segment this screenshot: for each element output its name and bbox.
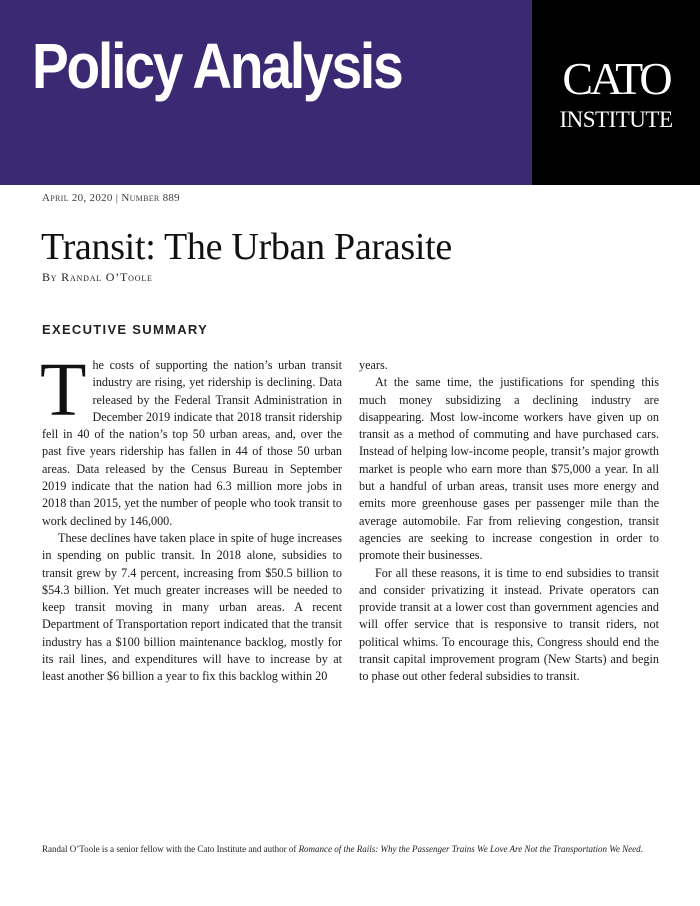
paragraph-1-text: he costs of supporting the nation’s urban transit industry are rising, yet ridership is declining. Data released by the Federal Transit Administration in December 2019 indicate that 2018 transit ridership fell in 40 of the nation’s top 50 urban areas, and, over the past five years ridership has fallen in 44 of those 50 urban areas. Data released by the Census Bureau in September 2019 indicate that the nation had 6.3 million more jobs in 2018 than 2015, yet the number of people who took transit to work declined by 146,000. — [42, 358, 342, 528]
byline: By Randal O’Toole — [42, 270, 153, 284]
article-title: Transit: The Urban Parasite — [41, 226, 452, 268]
author-footnote — [42, 842, 662, 856]
cato-logo — [532, 0, 700, 185]
logo-sub-text: INSTITUTE — [559, 107, 673, 132]
paragraph-2-continued: years. — [359, 358, 388, 372]
footnote-book-title: Romance of the Rails: Why the Passenger Trains We Love Are Not the Transportation We Need — [298, 844, 641, 854]
paragraph-2: These declines have taken place in spite of huge increases in spending on public transit. In 2018 alone, subsidies to transit grew by 7.4 percent, increasing from $50.5 billion to $54.3 billion. Yet much greater increases will be needed to keep transit moving in many urban areas. A recent Department of Transportation report indicated that the transit industry has a $100 billion maintenance backlog, mostly for its rail lines, and expenditures will have to increase by at least another $6 billion a year to fix this backlog within 20 — [42, 530, 342, 684]
dateline: April 20, 2020 | Number 889 — [42, 192, 180, 204]
footnote-text: Randal O’Toole is a senior fellow with the Cato Institute and author of — [42, 844, 299, 854]
header-banner — [0, 0, 532, 185]
publication-title: Policy Analysis — [32, 30, 402, 102]
paragraph-3: At the same time, the justifications for spending this much money subsidizing a declining industry are disappearing. Most low-income workers have given up on transit as a method of commuting and have purchased cars. Instead of helping low-income people, transit’s major growth market is people who earn more than $75,000 a year. In all but a handful of urban areas, transit uses more energy and emits more greenhouse gases per passenger mile than the average automobile. Far from relieving congestion, transit agencies are seeking to increase congestion in order to promote their businesses. — [359, 375, 659, 563]
section-heading: EXECUTIVE SUMMARY — [42, 322, 209, 337]
right-column — [359, 357, 659, 686]
drop-cap: T — [40, 348, 87, 432]
footnote-end: . — [640, 844, 643, 854]
left-column — [40, 348, 342, 686]
logo-main-text: CATO — [562, 53, 670, 104]
paragraph-1 — [40, 348, 342, 530]
paragraph-4: For all these reasons, it is time to end subsidies to transit and consider privatizing it instead. Private operators can provide transit at a lower cost than government agencies and will offer service that is responsive to transit riders, not political whims. To encourage this, Congress should end the transit capital improvement program (New Starts) and begin to phase out other federal subsidies to transit. — [359, 565, 659, 684]
